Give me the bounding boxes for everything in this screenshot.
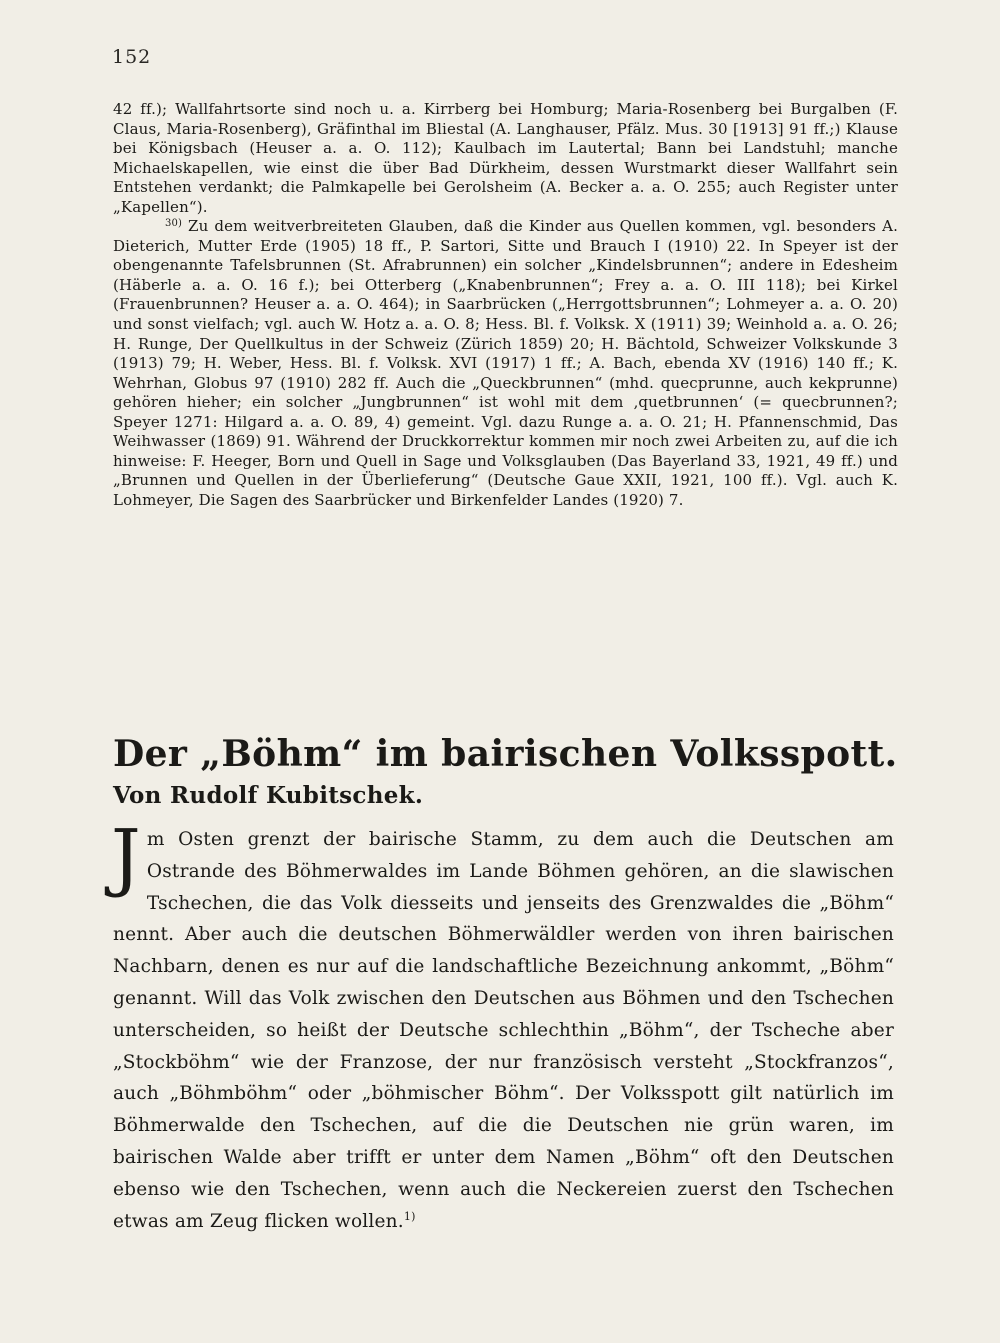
footnote-30-marker: 30) xyxy=(165,218,183,230)
article-title: Der „Böhm“ im bairischen Volksspott. xyxy=(113,733,898,775)
footnote-continuation: 42 ff.); Wallfahrtsorte sind noch u. a. Kirrberg bei Homburg; Maria-Rosenberg bei Burgalben (F. Claus, Maria-Rosenberg), Gräfinthal im Bliestal (A. Langhauser, Pfälz. Mus. 30 [1913] 91 ff.;) Klause bei Königsbach (Heuser a. a. O. 112); Kaulbach im Lautertal; Bann bei Landstuhl; manche Michaelskapellen, wie einst die über Bad Dürkheim, dessen Wurstmarkt dieser Wallfahrt sein Entstehen verdankt; die Palmkapelle bei Gerolsheim (A. Becker a. a. O. 255; auch Register unter „Kapellen“). xyxy=(113,100,898,216)
footnote-30 xyxy=(113,217,898,510)
footnotes-block xyxy=(113,100,898,510)
footnote-30-text: Zu dem weitverbreiteten Glauben, daß die Kinder aus Quellen kommen, vgl. besonders A. Dieterich, Mutter Erde (1905) 18 ff., P. Sartori, Sitte und Brauch I (1910) 22. In Speyer ist der obengenannte Tafelsbrunnen (St. Afrabrunnen) ein solcher „Kindelsbrunnen“; andere in Edesheim (Häberle a. a. O. 16 f.); bei Otterberg („Knabenbrunnen“; Frey a. a. O. III 118); bei Kirkel (Frauenbrunnen? Heuser a. a. O. 464); in Saarbrücken („Herrgottsbrunnen“; Lohmeyer a. a. O. 20) und sonst vielfach; vgl. auch W. Hotz a. a. O. 8; Hess. Bl. f. Volksk. X (1911) 39; Weinhold a. a. O. 26; H. Runge, Der Quellkultus in der Schweiz (Zürich 1859) 20; H. Bächtold, Schweizer Volkskunde 3 (1913) 79; H. Weber, Hess. Bl. f. Volksk. XVI (1917) 1 ff.; A. Bach, ebenda XV (1916) 140 ff.; K. Wehrhan, Globus 97 (1910) 282 ff. Auch die „Queckbrunnen“ (mhd. quecprunne, auch kekprunne) gehören hieher; ein solcher „Jungbrunnen“ ist wohl mit dem ‚quetbrunnen‘ (= quecbrunnen?; Speyer 1271: Hilgard a. a. O. 89, 4) gemeint. Vgl. dazu Runge a. a. O. 21; H. Pfannenschmid, Das Weihwasser (1869) 91. Während der Druckkorrektur kommen mir noch zwei Arbeiten zu, auf die ich hinweise: F. Heeger, Born und Quell in Sage und Volksglauben (Das Bayerland 33, 1921, 49 ff.) und „Brunnen und Quellen in der Überlieferung“ (Deutsche Gaue XXII, 1921, 100 ff.). Vgl. auch K. Lohmeyer, Die Sagen des Saarbrücker und Birkenfelder Landes (1920) 7. xyxy=(113,217,898,509)
drop-cap-letter: J xyxy=(111,814,141,900)
page-number: 152 xyxy=(112,46,152,68)
article-footnote-marker: 1) xyxy=(403,1209,416,1223)
article-byline: Von Rudolf Kubitschek. xyxy=(113,782,424,809)
article-paragraph-text: m Osten grenzt der bairische Stamm, zu dem auch die Deutschen am Ostrande des Böhmerwaldes im Lande Böhmen gehören, an die slawischen Tschechen, die das Volk diesseits und jenseits des Grenzwaldes die „Böhm“ nennt. Aber auch die deutschen Böhmerwäldler werden von ihren bairischen Nachbarn, denen es nur auf die landschaftliche Bezeichnung ankommt, „Böhm“ genannt. Will das Volk zwischen den Deutschen aus Böhmen und den Tschechen unterscheiden, so heißt der Deutsche schlechthin „Böhm“, der Tscheche aber „Stockböhm“ wie der Franzose, der nur französisch versteht „Stockfranzos“, auch „Böhmböhm“ oder „böhmischer Böhm“. Der Volksspott gilt natürlich im Böhmerwalde den Tschechen, auf die die Deutschen nie grün waren, im bairischen Walde aber trifft er unter dem Namen „Böhm“ oft den Deutschen ebenso wie den Tschechen, wenn auch die Neckereien zuerst den Tschechen etwas am Zeug flicken wollen. xyxy=(113,829,894,1232)
article-body xyxy=(111,814,894,1237)
article-paragraph xyxy=(111,814,894,1237)
